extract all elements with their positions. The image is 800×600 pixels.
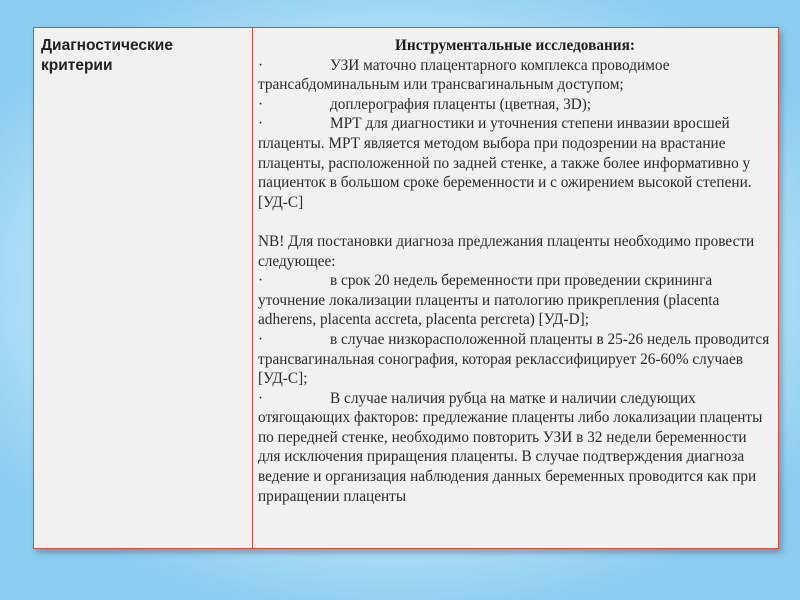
section-heading: Инструментальные исследования: [395,37,635,54]
list-item [258,389,772,507]
list-item-text: В случае наличия рубца на матке и наличии следующих отягощающих факторов: предлежание плаценты либо локализации плаценты по передней стенке, необходимо повторить УЗИ в 32 недели беременности для исключения приращения плаценты. В случае подтверждения диагноза ведение и организация наблюдения данных беременных проводится как при приращении плаценты [258,389,763,505]
list-item-text: доплерография плаценты (цветная, 3D); [330,95,592,113]
list-item [258,330,772,389]
criteria-label: Диагностические критерии [41,37,173,74]
bullet-marker: · [258,95,264,113]
list-item [258,56,772,95]
list-item-text: в срок 20 недель беременности при проведении скрининга уточнение локализации плаценты и патологию прикрепления (placenta adherens, placenta accreta, placenta percreta) [УД-D]; [258,272,720,329]
list-item-text: МРТ для диагностики и уточнения степени инвазии вросшей плаценты. МРТ является методом выбора при подозрении на врастание плаценты, расположенной по задней стенке, а также более информативно у пациенток в большом сроке беременности и с ожирением высокой степени. [УД-С] [258,115,752,211]
criteria-table [33,27,779,549]
paragraph-gap [258,212,772,232]
bullet-marker: · [258,56,264,74]
bullet-marker: · [258,272,264,290]
nb-note: NB! Для постановки диагноза предлежания плаценты необходимо провести следующее: [258,232,755,270]
list-item [258,114,772,212]
list-item-text: в случае низкорасположенной плаценты в 25-26 недель проводится трансвагинальная сонография, которая реклассифицирует 26-60% случаев [УД-С]; [258,330,770,388]
bullet-marker: · [258,389,264,407]
criteria-cell [34,28,253,548]
bullet-marker: · [258,330,264,348]
list-item-text: УЗИ маточно плацентарного комплекса проводимое трансабдоминальным или трансвагинальным доступом; [258,56,670,94]
bullet-marker: · [258,115,264,133]
list-item [258,271,772,330]
instrumental-studies-cell [253,28,778,548]
list-item [258,95,772,115]
